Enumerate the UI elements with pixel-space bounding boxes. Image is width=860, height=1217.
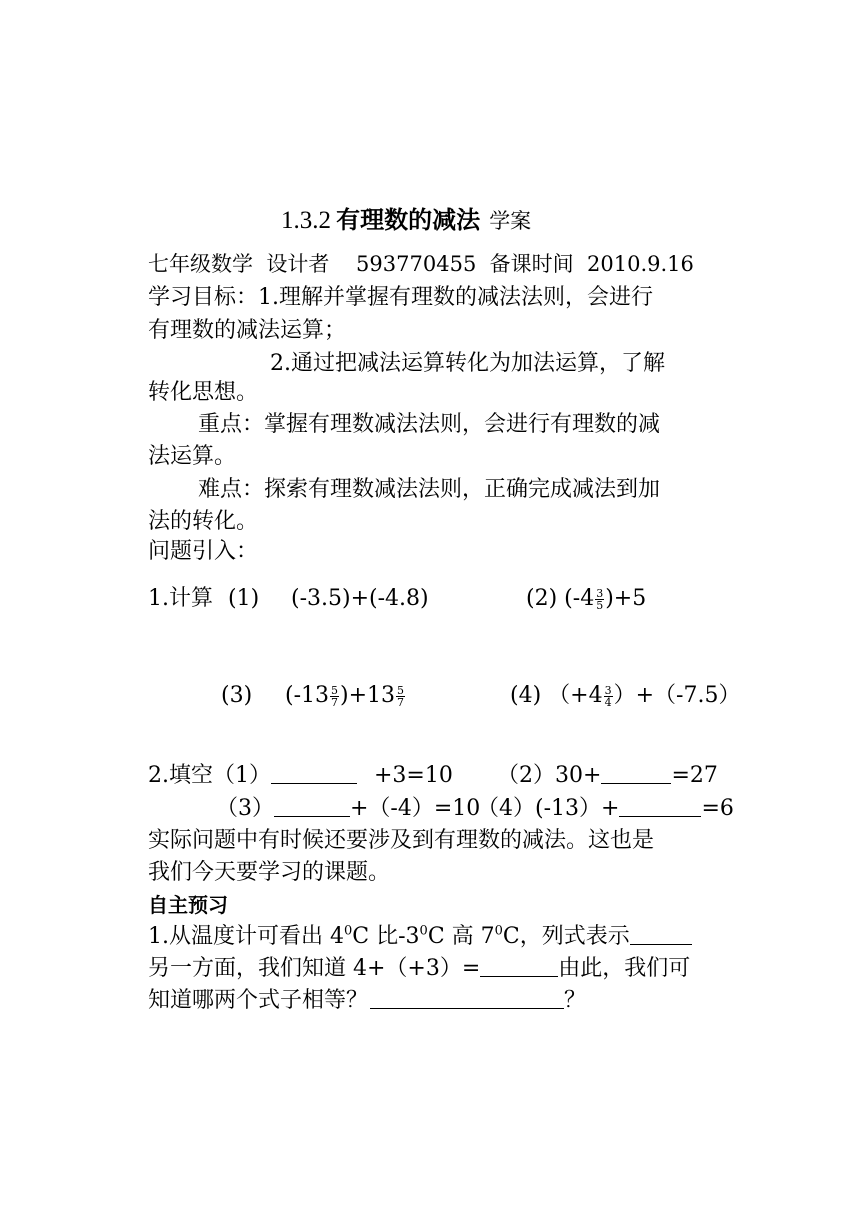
objectives-line-2: 有理数的减法运算； xyxy=(148,318,347,343)
preview-l2-b: 由此，我们可 xyxy=(558,956,691,981)
fraction-denominator: 7 xyxy=(397,695,405,709)
q1-p2 xyxy=(526,585,646,613)
preview-l3-a: 知道哪两个式子相等？ xyxy=(148,988,369,1013)
q2-p1-post: +3=10 xyxy=(374,763,453,788)
q1-p3-fraction-2 xyxy=(396,685,405,708)
q1-p2-post: )+5 xyxy=(605,586,647,611)
q2-p2-post: =27 xyxy=(671,763,718,788)
fraction-denominator: 7 xyxy=(331,695,339,709)
objectives-line-3: 2.通过把减法运算转化为加法运算，了解 xyxy=(270,351,665,376)
preview-blank-2[interactable] xyxy=(480,956,558,977)
q2-p2-pre: （2）30+ xyxy=(497,763,602,788)
title-main: 有理数的减法 xyxy=(336,206,481,234)
q1-p2-label: (2) xyxy=(526,586,558,611)
degree-sup: 0 xyxy=(494,923,503,939)
objectives-line-4: 转化思想。 xyxy=(148,380,259,405)
key-point-line-1: 重点：掌握有理数减法法则，会进行有理数的减 xyxy=(198,412,661,437)
q2-p4 xyxy=(477,795,734,823)
preview-heading: 自主预习 xyxy=(148,893,228,917)
q1-p4-pre: （+4 xyxy=(548,683,603,708)
difficulty-line-2: 法的转化。 xyxy=(148,509,259,534)
q2-p3 xyxy=(216,795,480,823)
preview-l3-b: ？ xyxy=(564,988,587,1013)
preview-line-2 xyxy=(148,955,690,983)
q1-p4-fraction xyxy=(604,685,613,708)
q2-p3-pre: （3） xyxy=(216,796,274,821)
q2-p4-pre: （4）(-13）+ xyxy=(477,796,620,821)
q2-row-1 xyxy=(148,762,453,790)
q1-p1-expr: (-3.5)+(-4.8) xyxy=(291,586,429,611)
preview-l1-a: 1.从温度计可看出 4 xyxy=(148,924,344,949)
fraction-numerator: 5 xyxy=(331,683,339,697)
preview-line-3 xyxy=(148,987,586,1015)
q1-p1-label: (1) xyxy=(228,586,260,611)
q1-p3-fraction xyxy=(330,685,339,708)
preview-l1-c: C 高 7 xyxy=(427,924,495,949)
fraction-numerator: 3 xyxy=(604,683,612,697)
page-title xyxy=(281,200,531,234)
q2-blank-1[interactable] xyxy=(271,763,357,784)
preview-line-1 xyxy=(148,923,692,951)
degree-sup: 0 xyxy=(419,923,428,939)
preview-l2-a: 另一方面，我们知道 4+（+3）= xyxy=(148,956,481,981)
q1-p4-post: ）+（-7.5） xyxy=(613,683,741,708)
title-number: 1.3.2 xyxy=(281,207,331,234)
q1-p3 xyxy=(285,682,406,710)
q2-blank-2[interactable] xyxy=(601,763,671,784)
fraction-denominator: 4 xyxy=(604,695,612,709)
transition-line-2: 我们今天要学习的课题。 xyxy=(148,860,391,885)
q1-p3-pre: (-13 xyxy=(285,683,330,708)
transition-line-1: 实际问题中有时候还要涉及到有理数的减法。这也是 xyxy=(148,828,655,853)
q1-p4-label: (4) xyxy=(510,683,542,708)
preview-l1-b: C 比-3 xyxy=(352,924,420,949)
q1-p3-mid: )+13 xyxy=(340,683,396,708)
intro-heading: 问题引入： xyxy=(148,539,259,564)
title-suffix: 学案 xyxy=(489,209,532,233)
q1-p3-label: (3) xyxy=(221,683,253,708)
q1-p4 xyxy=(510,682,740,710)
fraction-numerator: 3 xyxy=(596,586,604,600)
objectives-line-1: 学习目标：1.理解并掌握有理数的减法法则，会进行 xyxy=(148,285,653,310)
key-point-line-2: 法运算。 xyxy=(148,444,237,469)
q2-p2 xyxy=(497,762,718,790)
q2-blank-4[interactable] xyxy=(619,796,701,817)
q2-lead: 2.填空（1） xyxy=(148,763,271,788)
q2-blank-3[interactable] xyxy=(274,796,350,817)
preview-blank-1[interactable] xyxy=(630,924,692,945)
q2-p3-post: +（-4）=10 xyxy=(350,796,481,821)
q2-p4-post: =6 xyxy=(701,796,734,821)
preview-blank-3[interactable] xyxy=(370,988,564,1009)
q1-p2-pre: (-4 xyxy=(564,586,595,611)
fraction-denominator: 5 xyxy=(596,598,604,612)
q1-p2-fraction xyxy=(595,588,604,611)
difficulty-line-1: 难点：探索有理数减法法则，正确完成减法到加 xyxy=(198,477,661,502)
info-line: 七年级数学 设计者 593770455 备课时间 2010.9.16 xyxy=(148,252,694,276)
preview-l1-d: C，列式表示 xyxy=(502,924,630,949)
q1-lead: 1.计算 xyxy=(148,586,213,611)
degree-sup: 0 xyxy=(343,923,353,939)
fraction-numerator: 5 xyxy=(397,683,405,697)
